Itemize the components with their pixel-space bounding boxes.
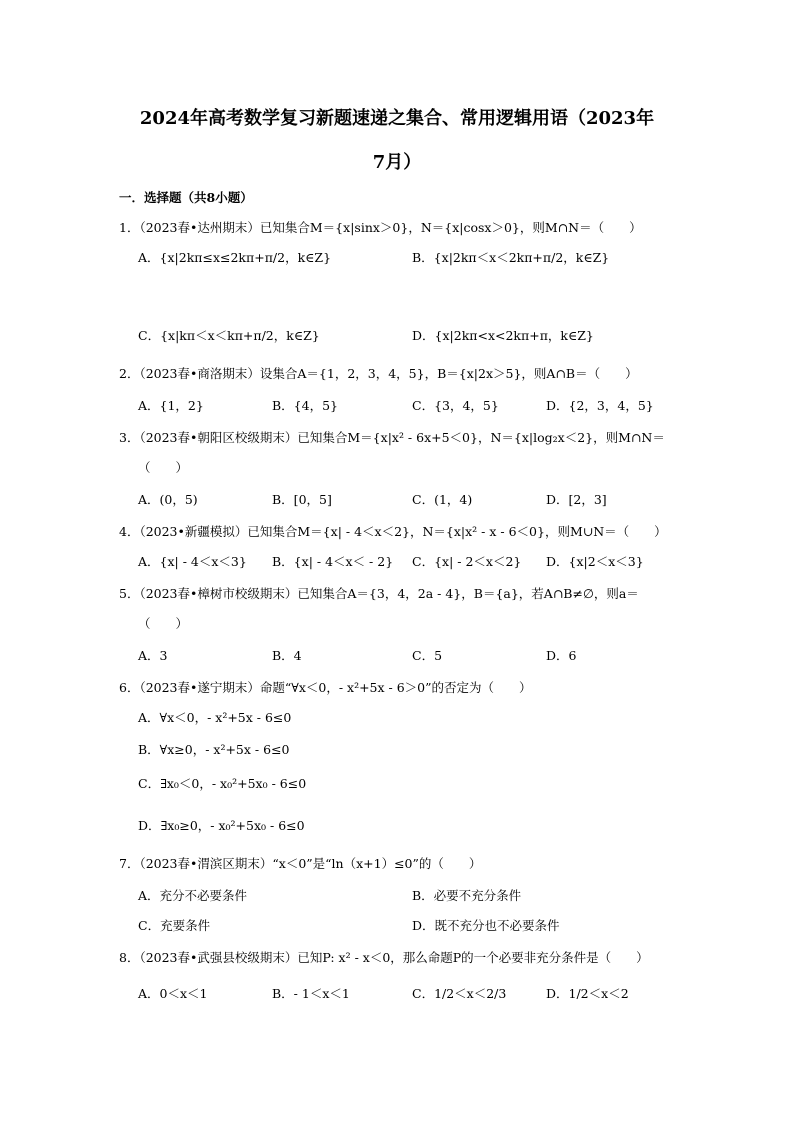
question-7-option-b: B．必要不充分条件 <box>412 888 522 903</box>
question-3-option-a: A．(0，5) <box>138 492 198 507</box>
question-3-option-d: D．[2，3] <box>546 492 607 507</box>
question-5-option-c: C．5 <box>412 648 443 663</box>
question-3-stem-cont: （ ） <box>138 460 189 475</box>
question-5-stem-cont: （ ） <box>138 616 189 631</box>
question-3-option-b: B．[0，5] <box>272 492 332 507</box>
question-7-option-d: D．既不充分也不必要条件 <box>412 918 560 933</box>
question-6-option-a: A．∀x＜0，- x²+5x - 6≤0 <box>138 710 292 725</box>
question-8-option-d: D．1/2＜x＜2 <box>546 986 629 1001</box>
question-7-option-c: C．充要条件 <box>138 918 211 933</box>
question-1-option-d <box>412 326 594 344</box>
page-title-line2: 7月） <box>372 152 422 173</box>
q1-c-text: C．{x|kπ＜x＜kπ+π/2，k∈Z} <box>138 328 320 343</box>
question-6-option-c: C．∃x₀＜0，- x₀²+5x₀ - 6≤0 <box>138 776 307 791</box>
question-6-option-d: D．∃x₀≥0，- x₀²+5x₀ - 6≤0 <box>138 818 305 833</box>
question-7-option-a: A．充分不必要条件 <box>138 888 248 903</box>
question-5-option-d: D．6 <box>546 648 577 663</box>
page-title-line1: 2024年高考数学复习新题速递之集合、常用逻辑用语（2023年 <box>139 108 655 129</box>
question-4-option-a: A．{x| - 4＜x＜3} <box>138 554 247 569</box>
q1-b-text: B．{x|2kπ＜x＜2kπ+π/2，k∈Z} <box>412 250 610 265</box>
question-5-option-a: A．3 <box>138 648 168 663</box>
question-8-option-b: B．- 1＜x＜1 <box>272 986 350 1001</box>
question-4-option-c: C．{x| - 2＜x＜2} <box>412 554 522 569</box>
question-7-stem: 7．（2023春•渭滨区期末）“x＜0”是“ln（x+1）≤0”的（ ） <box>119 856 482 871</box>
question-1-stem: 1．（2023春•达州期末）已知集合M＝{x|sinx＞0}，N＝{x|cosx＞0}，则M∩N＝（ ） <box>119 220 642 235</box>
q1-a-text: A．{x|2kπ≤x≤2kπ+π/2，k∈Z} <box>138 250 332 265</box>
question-8-stem: 8．（2023春•武强县校级期末）已知P: x² - x＜0，那么命题P的一个必要非充分条件是（ ） <box>119 950 649 965</box>
section-heading: 一．选择题（共8小题） <box>119 190 253 205</box>
question-3-option-c: C．(1，4) <box>412 492 473 507</box>
question-3-stem: 3．（2023春•朝阳区校级期末）已知集合M＝{x|x² - 6x+5＜0}，N＝{x|log₂x＜2}，则M∩N＝ <box>119 430 665 445</box>
question-4-option-b: B．{x| - 4＜x＜ - 2} <box>272 554 394 569</box>
question-2-option-c: C．{3，4，5} <box>412 398 499 413</box>
question-2-option-d: D．{2，3，4，5} <box>546 398 654 413</box>
question-4-stem: 4．（2023•新疆模拟）已知集合M＝{x| - 4＜x＜2}，N＝{x|x² - x - 6＜0}，则M∪N＝（ ） <box>119 524 667 539</box>
question-2-option-b: B．{4，5} <box>272 398 338 413</box>
question-1-option-b <box>412 248 609 266</box>
question-6-stem: 6．（2023春•遂宁期末）命题“∀x＜0，- x²+5x - 6＞0”的否定为（ ） <box>119 680 532 695</box>
question-5-option-b: B．4 <box>272 648 302 663</box>
question-1-option-c <box>138 326 320 344</box>
question-6-option-b: B．∀x≥0，- x²+5x - 6≤0 <box>138 742 290 757</box>
question-2-stem: 2．（2023春•商洛期末）设集合A＝{1，2，3，4，5}，B＝{x|2x＞5}，则A∩B＝（ ） <box>119 366 638 381</box>
question-2-option-a: A．{1，2} <box>138 398 204 413</box>
q1-d-text: D．{x|2kπ<x<2kπ+π，k∈Z} <box>412 328 594 343</box>
question-5-stem: 5．（2023春•樟树市校级期末）已知集合A＝{3，4，2a - 4}，B＝{a}，若A∩B≠∅，则a＝ <box>119 586 639 601</box>
question-4-option-d: D．{x|2＜x＜3} <box>546 554 644 569</box>
question-8-option-c: C．1/2＜x＜2/3 <box>412 986 507 1001</box>
question-1-option-a <box>138 248 331 266</box>
question-8-option-a: A．0＜x＜1 <box>138 986 208 1001</box>
